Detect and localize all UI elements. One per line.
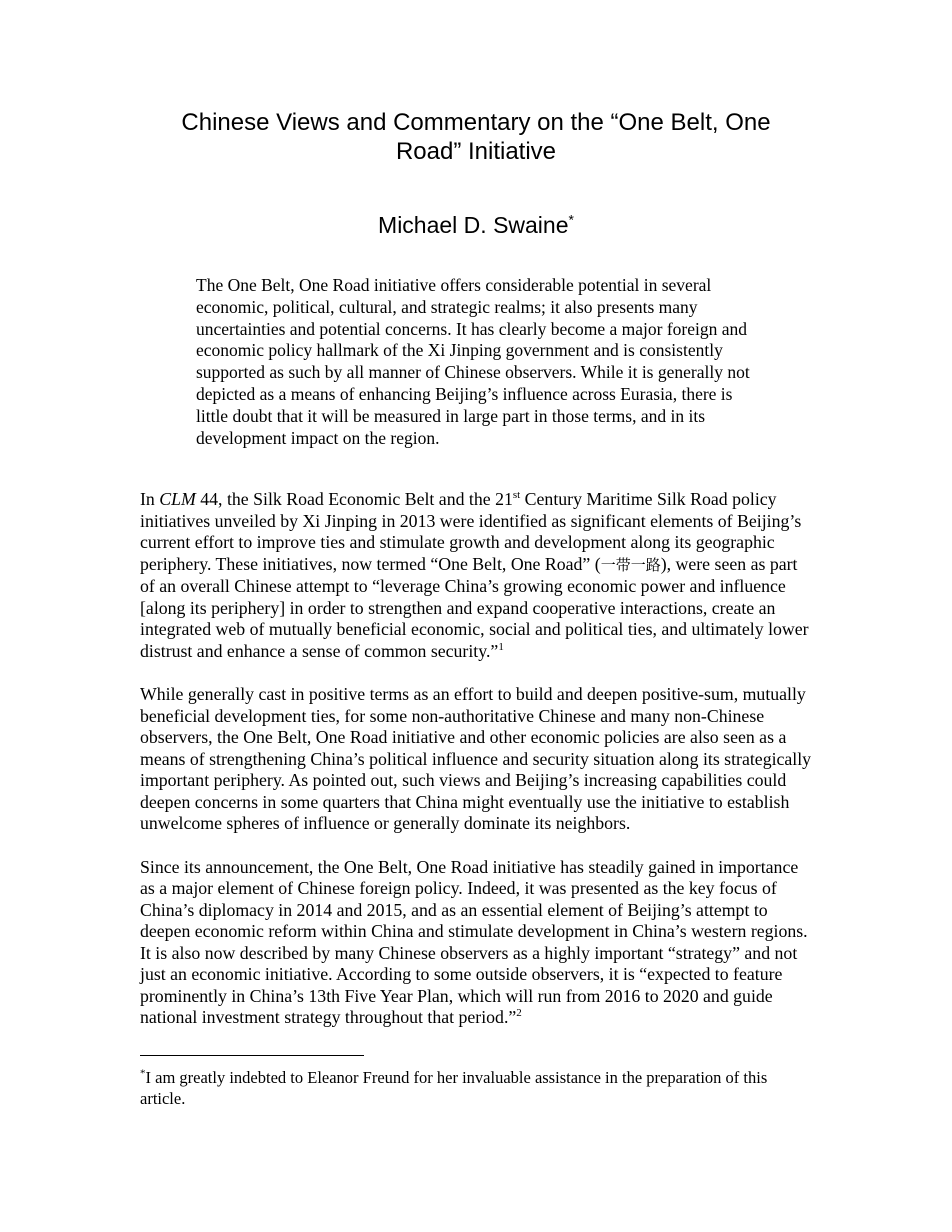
author-line [140, 211, 812, 239]
italic-text: CLM [159, 489, 196, 510]
page-title: Chinese Views and Commentary on the “One Belt, One Road” Initiative [181, 109, 771, 165]
page-content [140, 108, 812, 1029]
footnote-marker: * [140, 1067, 146, 1080]
body-paragraph [140, 489, 812, 662]
superscript-reference: 1 [498, 640, 504, 653]
superscript-reference: st [512, 489, 521, 502]
footnote-area [140, 1055, 812, 1109]
superscript-reference: 2 [516, 1007, 522, 1020]
paragraph-text: 44, the Silk Road Economic Belt and the 21 [195, 489, 513, 510]
paragraph-text: Century Maritime Silk Road policy initiatives unveiled by Xi Jinping in 2013 were identified as significant elements of Beijing’s current effort to improve ties and stimulate growth and development along its geographic periphery. These initiatives, now termed “One Belt, One Road” ( [140, 489, 802, 574]
paragraph-text: In [140, 489, 160, 510]
author-name: Michael D. Swaine [378, 212, 569, 238]
paragraph-text: ), were seen as part of an overall Chinese attempt to “leverage China’s growing economic power and influence [along its periphery] in order to strengthen and expand cooperative interactions, create an integrated web of mutually beneficial economic, social and political ties, and ultimately lower distrust and enhance a sense of common security.” [140, 553, 809, 661]
footnote-text [140, 1068, 812, 1109]
paragraph-text: Since its announcement, the One Belt, One Road initiative has steadily gained in importance as a major element of Chinese foreign policy. Indeed, it was presented as the key focus of China’s diplomacy in 2014 and 2015, and as an essential element of Beijing’s attempt to deepen economic reform within China and stimulate development in China’s western regions. It is also now described by many Chinese observers as a highly important “strategy” and not just an economic initiative. According to some outside observers, it is “expected to feature prominently in China’s 13th Five Year Plan, which will run from 2016 to 2020 and guide national investment strategy throughout that period.” [140, 856, 808, 1028]
chinese-term: 一带一路 [600, 555, 661, 574]
footnote-separator [140, 1055, 364, 1056]
body-paragraph [140, 857, 812, 1029]
body-paragraph [140, 684, 812, 835]
footnote-body: I am greatly indebted to Eleanor Freund for her invaluable assistance in the preparation of this article. [140, 1068, 768, 1108]
abstract-block: The One Belt, One Road initiative offers considerable potential in several economic, political, cultural, and strategic realms; it also presents many uncertainties and potential concerns. It has clearly become a major foreign and economic policy hallmark of the Xi Jinping government and is consistently supported as such by all manner of Chinese observers. While it is generally not depicted as a means of enhancing Beijing’s influence across Eurasia, there is little doubt that it will be measured in large part in those terms, and in its development impact on the region. [196, 275, 750, 448]
author-footnote-marker: * [568, 211, 574, 228]
paragraph-text: While generally cast in positive terms as an effort to build and deepen positive-sum, mutually beneficial development ties, for some non-authoritative Chinese and many non-Chinese observers, the One Belt, One Road initiative and other economic policies are also seen as a means of strengthening China’s political influence and security situation along its strategically important periphery. As pointed out, such views and Beijing’s increasing capabilities could deepen concerns in some quarters that China might eventually use the initiative to establish unwelcome spheres of influence or generally dominate its neighbors. [140, 684, 812, 834]
